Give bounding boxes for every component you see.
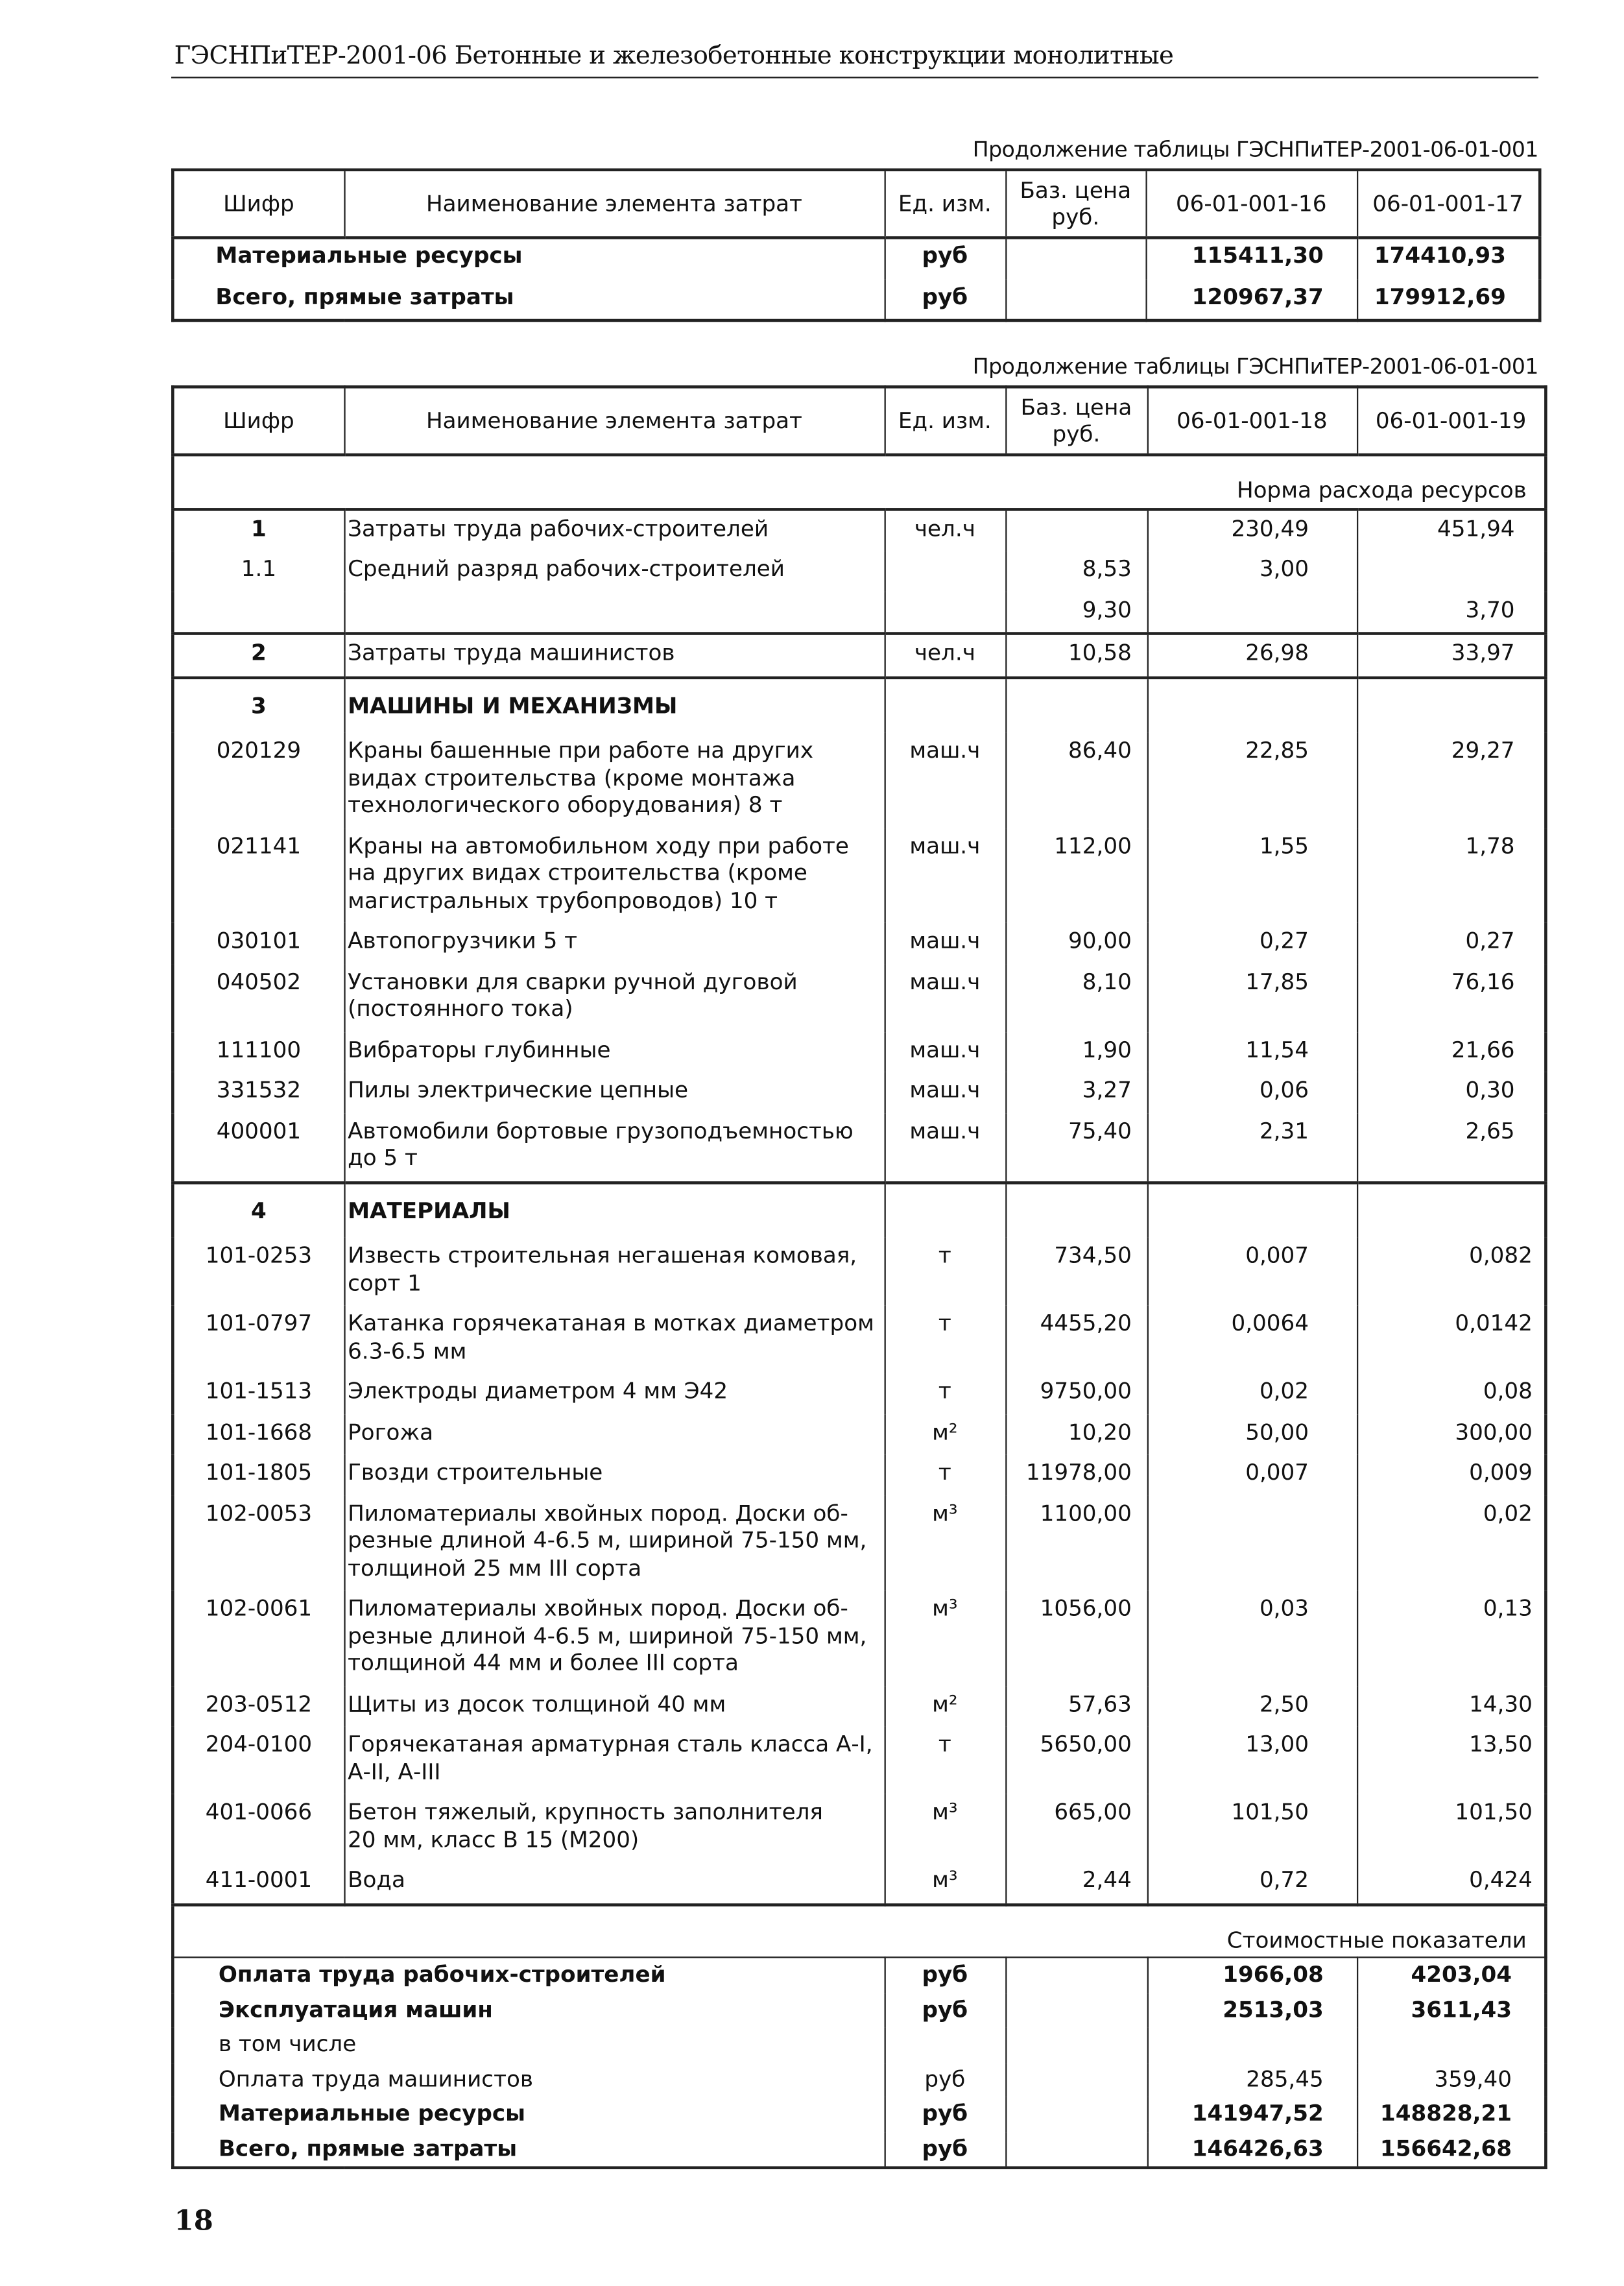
cost-row: [173, 2132, 1546, 2168]
code: 111100: [173, 1031, 344, 1072]
col-code-header: Шифр: [173, 170, 344, 238]
unit: маш.ч: [885, 732, 1006, 828]
norm-value-2: 0,082: [1357, 1238, 1546, 1306]
item-name: Средний разряд рабочих-строителей: [344, 551, 884, 592]
norm-value-2: 0,009: [1357, 1454, 1546, 1495]
base-price: 86,40: [1005, 732, 1147, 828]
unit: м³: [885, 1862, 1006, 1904]
base-price: [1005, 1957, 1147, 1993]
cost-row: [173, 2062, 1546, 2097]
cost-name: в том числе: [173, 2027, 884, 2062]
norm-value-1: 11,54: [1147, 1031, 1357, 1072]
code: 040502: [173, 963, 344, 1031]
norm-value-2: 33,97: [1357, 634, 1546, 677]
resource-group: [173, 1182, 1546, 1904]
unit: [885, 1182, 1006, 1237]
code: 4: [173, 1182, 344, 1237]
norm-value-2: 0,13: [1357, 1591, 1546, 1686]
item-name: Материальные ресурсы: [173, 237, 884, 278]
item-name: Краны башенные при работе на других видах строительства (кроме монтажа технологического оборудования) 8 т: [344, 732, 884, 828]
cost-name: Материальные ресурсы: [173, 2097, 884, 2131]
unit: м²: [885, 1685, 1006, 1726]
item-name: Катанка горячекатаная в мотках диаметром 6.3-6.5 мм: [344, 1305, 884, 1373]
norm-value-1: [1147, 1182, 1357, 1237]
item-name: Рогожа: [344, 1414, 884, 1455]
base-price: [1005, 237, 1145, 278]
unit: [885, 592, 1006, 634]
table-row: [173, 1794, 1546, 1862]
group-title-row: [173, 1182, 1546, 1237]
cost-row: [173, 1957, 1546, 1993]
norm-value-1: 101,50: [1147, 1794, 1357, 1862]
code: 2: [173, 634, 344, 677]
col-price-header: Баз. цена руб.: [1005, 387, 1147, 455]
table-row: [173, 732, 1546, 828]
code: 102-0053: [173, 1495, 344, 1591]
base-price: [1005, 509, 1147, 551]
col-norm1-header: 06-01-001-18: [1147, 387, 1357, 455]
base-price: 90,00: [1005, 923, 1147, 964]
col-code-header: Шифр: [173, 387, 344, 455]
item-name: Автопогрузчики 5 т: [344, 923, 884, 964]
code: 020129: [173, 732, 344, 828]
code: 1.1: [173, 551, 344, 592]
unit: маш.ч: [885, 1113, 1006, 1182]
cost-section-label: Стоимостные показатели: [173, 1904, 1546, 1957]
item-name: Всего, прямые затраты: [173, 278, 884, 320]
col-name-header: Наименование элемента затрат: [344, 170, 884, 238]
norm-value-2: 3,70: [1357, 592, 1546, 634]
unit: маш.ч: [885, 828, 1006, 923]
norm-value-1: 0,27: [1147, 923, 1357, 964]
base-price: 1,90: [1005, 1031, 1147, 1072]
unit: т: [885, 1373, 1006, 1414]
unit: м³: [885, 1591, 1006, 1686]
cost-section-row: [173, 1904, 1546, 1957]
item-name: Вибраторы глубинные: [344, 1031, 884, 1072]
norm-value-1: 13,00: [1147, 1726, 1357, 1794]
code: 331532: [173, 1072, 344, 1113]
code: 101-1668: [173, 1414, 344, 1455]
base-price: 9750,00: [1005, 1373, 1147, 1414]
cost-row: [173, 2027, 1546, 2062]
cost-row: [173, 2097, 1546, 2131]
norm-value-1: 17,85: [1147, 963, 1357, 1031]
table-row: [173, 963, 1546, 1031]
table2: [171, 385, 1547, 2169]
item-name: Горячекатаная арматурная сталь класса А-I, А-II, А-III: [344, 1726, 884, 1794]
norm-value-1: 0,03: [1147, 1591, 1357, 1686]
norm-value-2: 0,02: [1357, 1495, 1546, 1591]
norm-value-2: [1357, 1182, 1546, 1237]
base-price: 9,30: [1005, 592, 1147, 634]
unit: [885, 551, 1006, 592]
norm-value-1: 2,31: [1147, 1113, 1357, 1182]
norm-value-2: 29,27: [1357, 732, 1546, 828]
table-row: [173, 1454, 1546, 1495]
table-row: [173, 1072, 1546, 1113]
item-name: Бетон тяжелый, крупность заполнителя 20 мм, класс В 15 (М200): [344, 1794, 884, 1862]
norm-value-1: 1,55: [1147, 828, 1357, 923]
code: 021141: [173, 828, 344, 923]
unit: маш.ч: [885, 1031, 1006, 1072]
base-price: [1005, 2132, 1147, 2168]
page-number: 18: [174, 2204, 213, 2237]
cost-value-2: 4203,04: [1357, 1957, 1546, 1993]
cost-value-2: 3611,43: [1357, 1993, 1546, 2027]
norm-value-1: 2,50: [1147, 1685, 1357, 1726]
cost-value-1: [1147, 2027, 1357, 2062]
unit: т: [885, 1726, 1006, 1794]
code: 101-1513: [173, 1373, 344, 1414]
base-price: [1005, 2027, 1147, 2062]
cost-value-1: 2513,03: [1147, 1993, 1357, 2027]
table-row: [173, 237, 1540, 278]
base-price: 1056,00: [1005, 1591, 1147, 1686]
unit: руб: [885, 1957, 1006, 1993]
unit: т: [885, 1305, 1006, 1373]
unit: маш.ч: [885, 963, 1006, 1031]
norm-value-2: [1357, 551, 1546, 592]
col-name-header: Наименование элемента затрат: [344, 387, 884, 455]
base-price: 3,27: [1005, 1072, 1147, 1113]
col-price-header: Баз. цена руб.: [1005, 170, 1145, 238]
norm-value-2: 13,50: [1357, 1726, 1546, 1794]
unit: м³: [885, 1794, 1006, 1862]
item-name: Пилы электрические цепные: [344, 1072, 884, 1113]
cost-name: Оплата труда машинистов: [173, 2062, 884, 2097]
base-price: 8,10: [1005, 963, 1147, 1031]
cost-name: Оплата труда рабочих-строителей: [173, 1957, 884, 1993]
table-row: [173, 634, 1546, 677]
table-row: [173, 278, 1540, 320]
base-price: 11978,00: [1005, 1454, 1147, 1495]
code: [173, 592, 344, 634]
base-price: 112,00: [1005, 828, 1147, 923]
norm-value-1: [1147, 592, 1357, 634]
unit: руб: [885, 2132, 1006, 2168]
unit: [885, 2027, 1006, 2062]
code: 030101: [173, 923, 344, 964]
table-row: [173, 1238, 1546, 1306]
code: 101-0797: [173, 1305, 344, 1373]
norm-value-2: 21,66: [1357, 1031, 1546, 1072]
norm-value-1: 3,00: [1147, 551, 1357, 592]
col-norm1-header: 06-01-001-16: [1145, 170, 1357, 238]
table-row: [173, 1031, 1546, 1072]
table1-header-row: [173, 170, 1540, 238]
norm-value-1: 0,007: [1147, 1238, 1357, 1306]
col-unit-header: Ед. изм.: [885, 387, 1006, 455]
norm-value-1: 120967,37: [1145, 278, 1357, 320]
base-price: 10,20: [1005, 1414, 1147, 1455]
norm-section-label: Норма расхода ресурсов: [173, 455, 1546, 509]
running-header: ГЭСНПиТЕР-2001-06 Бетонные и железобетонные конструкции монолитные: [174, 41, 1174, 71]
table-row: [173, 1726, 1546, 1794]
cost-name: Эксплуатация машин: [173, 1993, 884, 2027]
norm-value-1: 0,007: [1147, 1454, 1357, 1495]
item-name: Щиты из досок толщиной 40 мм: [344, 1685, 884, 1726]
unit: маш.ч: [885, 923, 1006, 964]
code: 102-0061: [173, 1591, 344, 1686]
norm-value-1: 26,98: [1147, 634, 1357, 677]
unit: чел.ч: [885, 634, 1006, 677]
code: 3: [173, 677, 344, 732]
item-name: Автомобили бортовые грузоподъемностью до 5 т: [344, 1113, 884, 1182]
base-price: 5650,00: [1005, 1726, 1147, 1794]
cost-value-2: 156642,68: [1357, 2132, 1546, 2168]
norm-section-row: [173, 455, 1546, 509]
table1-caption: Продолжение таблицы ГЭСНПиТЕР-2001-06-01-001: [972, 138, 1538, 163]
table-row: [173, 551, 1546, 592]
resource-group: [173, 677, 1546, 1183]
table-row: [173, 1414, 1546, 1455]
norm-value-1: 50,00: [1147, 1414, 1357, 1455]
table-row: [173, 1373, 1546, 1414]
norm-value-1: 230,49: [1147, 509, 1357, 551]
code: 101-1805: [173, 1454, 344, 1495]
item-name: Гвозди строительные: [344, 1454, 884, 1495]
resource-group: [173, 509, 1546, 633]
base-price: 10,58: [1005, 634, 1147, 677]
table2-caption: Продолжение таблицы ГЭСНПиТЕР-2001-06-01-001: [972, 355, 1538, 380]
code: 203-0512: [173, 1685, 344, 1726]
base-price: [1005, 2062, 1147, 2097]
cost-value-2: 359,40: [1357, 2062, 1546, 2097]
base-price: 734,50: [1005, 1238, 1147, 1306]
table-row: [173, 1685, 1546, 1726]
cost-value-2: [1357, 2027, 1546, 2062]
norm-value-2: 1,78: [1357, 828, 1546, 923]
base-price: 665,00: [1005, 1794, 1147, 1862]
unit: чел.ч: [885, 509, 1006, 551]
norm-value-1: 0,06: [1147, 1072, 1357, 1113]
group-title-row: [173, 677, 1546, 732]
base-price: 57,63: [1005, 1685, 1147, 1726]
table2-header-row: [173, 387, 1546, 455]
item-name: Затраты труда рабочих-строителей: [344, 509, 884, 551]
norm-value-2: 174410,93: [1357, 237, 1540, 278]
table-row: [173, 1305, 1546, 1373]
cost-value-1: 146426,63: [1147, 2132, 1357, 2168]
cost-value-2: 148828,21: [1357, 2097, 1546, 2131]
base-price: 75,40: [1005, 1113, 1147, 1182]
code: 411-0001: [173, 1862, 344, 1904]
base-price: 4455,20: [1005, 1305, 1147, 1373]
table-row: [173, 923, 1546, 964]
unit: м²: [885, 1414, 1006, 1455]
norm-value-2: 0,424: [1357, 1862, 1546, 1904]
cost-name: Всего, прямые затраты: [173, 2132, 884, 2168]
col-norm2-header: 06-01-001-17: [1357, 170, 1540, 238]
item-name: МАШИНЫ И МЕХАНИЗМЫ: [344, 677, 884, 732]
table-row: [173, 1591, 1546, 1686]
table-row: [173, 592, 1546, 634]
item-name: Затраты труда машинистов: [344, 634, 884, 677]
code: 101-0253: [173, 1238, 344, 1306]
norm-value-1: [1147, 677, 1357, 732]
item-name: Пиломатериалы хвойных пород. Доски об- резные длиной 4-6.5 м, шириной 75-150 мм, толщиной 25 мм III сорта: [344, 1495, 884, 1591]
item-name: Известь строительная негашеная комовая, сорт 1: [344, 1238, 884, 1306]
table-row: [173, 828, 1546, 923]
base-price: [1005, 677, 1147, 732]
unit: маш.ч: [885, 1072, 1006, 1113]
norm-value-1: 0,72: [1147, 1862, 1357, 1904]
unit: руб: [885, 1993, 1006, 2027]
cost-row: [173, 1993, 1546, 2027]
base-price: [1005, 1182, 1147, 1237]
base-price: [1005, 1993, 1147, 2027]
unit: руб: [885, 278, 1006, 320]
item-name: [344, 592, 884, 634]
base-price: [1005, 278, 1145, 320]
table1: [171, 169, 1541, 322]
unit: м³: [885, 1495, 1006, 1591]
norm-value-2: 451,94: [1357, 509, 1546, 551]
col-norm2-header: 06-01-001-19: [1357, 387, 1546, 455]
item-name: Вода: [344, 1862, 884, 1904]
norm-value-2: 0,30: [1357, 1072, 1546, 1113]
table-row: [173, 509, 1546, 551]
norm-value-1: 22,85: [1147, 732, 1357, 828]
norm-value-2: 300,00: [1357, 1414, 1546, 1455]
cost-value-1: 285,45: [1147, 2062, 1357, 2097]
table-row: [173, 1113, 1546, 1182]
unit: т: [885, 1454, 1006, 1495]
item-name: Краны на автомобильном ходу при работе на других видах строительства (кроме магистральных трубопроводов) 10 т: [344, 828, 884, 923]
code: 1: [173, 509, 344, 551]
code: 400001: [173, 1113, 344, 1182]
base-price: 8,53: [1005, 551, 1147, 592]
norm-value-2: 101,50: [1357, 1794, 1546, 1862]
unit: руб: [885, 2097, 1006, 2131]
header-rule: [171, 77, 1538, 78]
norm-value-2: 0,27: [1357, 923, 1546, 964]
norm-value-1: 115411,30: [1145, 237, 1357, 278]
item-name: МАТЕРИАЛЫ: [344, 1182, 884, 1237]
base-price: [1005, 2097, 1147, 2131]
unit: руб: [885, 2062, 1006, 2097]
code: 204-0100: [173, 1726, 344, 1794]
norm-value-2: [1357, 677, 1546, 732]
table-row: [173, 1495, 1546, 1591]
cost-value-1: 1966,08: [1147, 1957, 1357, 1993]
norm-value-2: 2,65: [1357, 1113, 1546, 1182]
norm-value-2: 0,0142: [1357, 1305, 1546, 1373]
table-row: [173, 1862, 1546, 1904]
norm-value-2: 179912,69: [1357, 278, 1540, 320]
unit: т: [885, 1238, 1006, 1306]
norm-value-2: 14,30: [1357, 1685, 1546, 1726]
resource-group: [173, 634, 1546, 677]
norm-value-2: 76,16: [1357, 963, 1546, 1031]
code: 401-0066: [173, 1794, 344, 1862]
col-unit-header: Ед. изм.: [885, 170, 1006, 238]
base-price: 2,44: [1005, 1862, 1147, 1904]
cost-value-1: 141947,52: [1147, 2097, 1357, 2131]
norm-value-2: 0,08: [1357, 1373, 1546, 1414]
base-price: 1100,00: [1005, 1495, 1147, 1591]
item-name: Пиломатериалы хвойных пород. Доски об- резные длиной 4-6.5 м, шириной 75-150 мм, толщиной 44 мм и более III сорта: [344, 1591, 884, 1686]
norm-value-1: 0,0064: [1147, 1305, 1357, 1373]
unit: [885, 677, 1006, 732]
unit: руб: [885, 237, 1006, 278]
item-name: Электроды диаметром 4 мм Э42: [344, 1373, 884, 1414]
norm-value-1: [1147, 1495, 1357, 1591]
norm-value-1: 0,02: [1147, 1373, 1357, 1414]
item-name: Установки для сварки ручной дуговой (постоянного тока): [344, 963, 884, 1031]
